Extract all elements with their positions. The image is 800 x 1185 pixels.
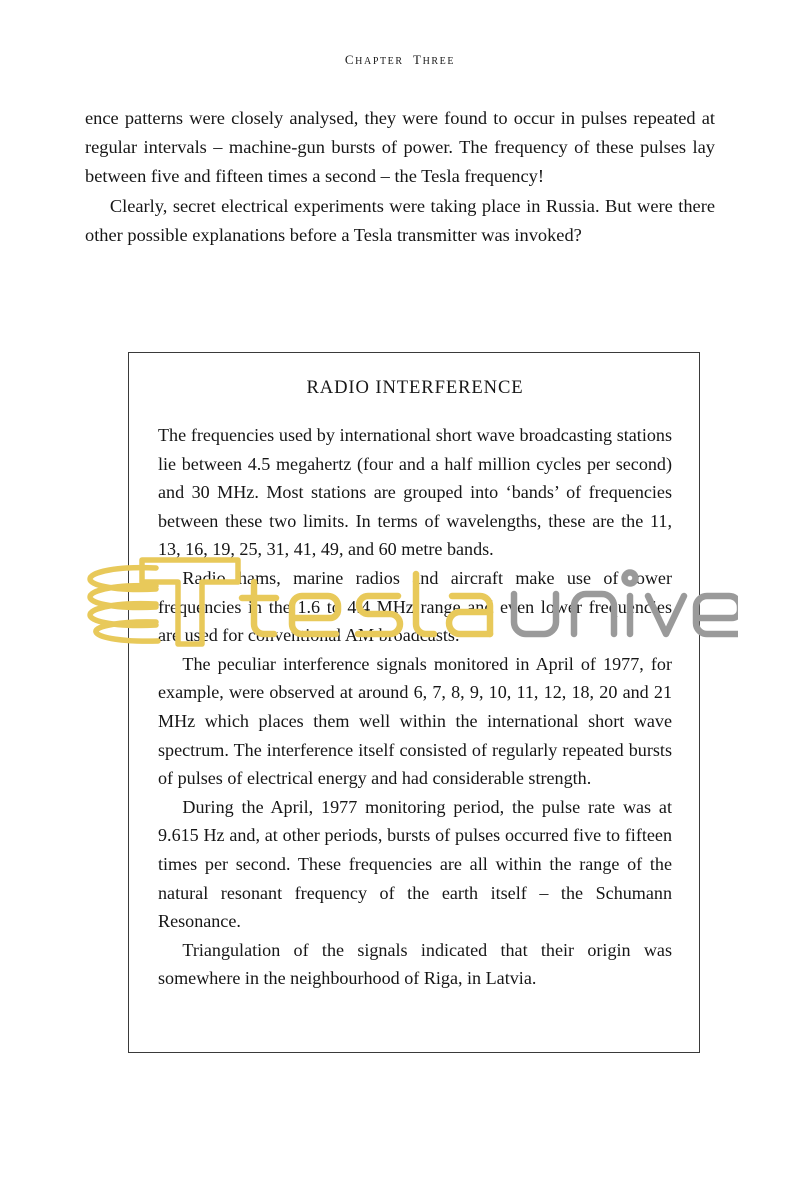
box-paragraph: Radio hams, marine radios and aircraft make use of lower frequencies in the 1.6 to 4.4 MHz range and even lower frequencies are used for conventional AM broadcasts. xyxy=(158,567,672,646)
radio-interference-box xyxy=(128,352,700,1053)
body-paragraph: Clearly, secret electrical experiments were taking place in Russia. But were there other possible explanations before a Tesla transmitter was invoked? xyxy=(85,195,715,245)
box-paragraph: The peculiar interference signals monitored in April of 1977, for example, were observed at around 6, 7, 8, 9, 10, 11, 12, 18, 20 and 21 MHz which places them well within the international short wave spectrum. The interference itself consisted of regularly repeated bursts of pulses of electrical energy and had considerable strength. xyxy=(158,653,672,789)
box-paragraph: The frequencies used by international short wave broadcasting stations lie between 4.5 megahertz (four and a half million cycles per second) and 30 MHz. Most stations are grouped into ‘bands’ of frequencies between these two limits. In terms of wavelengths, these are the 11, 13, 16, 19, 25, 31, 41, 49, and 60 metre bands. xyxy=(158,425,672,560)
body-paragraph: ence patterns were closely analysed, they were found to occur in pulses repeated at regular intervals – machine-gun bursts of power. The frequency of these pulses lay between five and fifteen times a second – the Tesla frequency! xyxy=(85,108,715,187)
box-content xyxy=(158,377,672,993)
box-paragraph: Triangulation of the signals indicated that their origin was somewhere in the neighbourhood of Riga, in Latvia. xyxy=(158,939,672,989)
running-head: chapter three xyxy=(344,48,456,69)
box-title: RADIO INTERFERENCE xyxy=(306,377,524,398)
body-text-column xyxy=(85,104,715,250)
box-paragraph: During the April, 1977 monitoring period, the pulse rate was at 9.615 Hz and, at other periods, bursts of pulses occurred five to fifteen times per second. These frequencies are all within the range of the natural resonant frequency of the earth itself – the Schumann Resonance. xyxy=(158,796,672,932)
